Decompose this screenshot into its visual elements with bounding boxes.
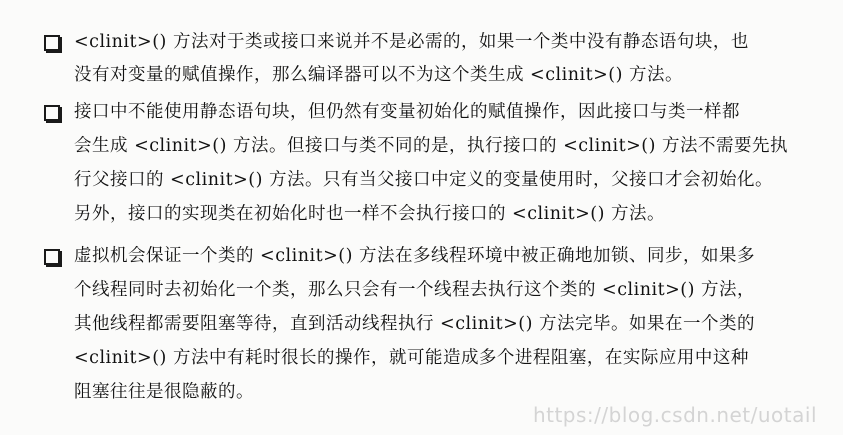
checkbox-bullet-icon: [44, 249, 60, 265]
text-line: 个线程同时去初始化一个类，那么只会有一个线程去执行这个类的 <clinit>() 方法，: [74, 280, 755, 300]
text-line: 另外，接口的实现类在初始化时也一样不会执行接口的 <clinit>() 方法。: [74, 204, 665, 224]
checkbox-bullet-icon: [44, 105, 60, 121]
checkbox-bullet-icon: [44, 35, 60, 51]
text-line: <clinit>() 方法对于类或接口来说并不是必需的，如果一个类中没有静态语句块，也: [74, 32, 749, 52]
text-line: 行父接口的 <clinit>() 方法。只有当父接口中定义的变量使用时，父接口才会初始化。: [74, 170, 773, 190]
watermark-url: https://blog.csdn.net/uotail: [532, 403, 817, 427]
text-line: 接口中不能使用静态语句块，但仍然有变量初始化的赋值操作，因此接口与类一样都: [74, 102, 740, 122]
text-line: 其他线程都需要阻塞等待，直到活动线程执行 <clinit>() 方法完毕。如果在一个类的: [74, 314, 755, 334]
text-line: <clinit>() 方法中有耗时很长的操作，就可能造成多个进程阻塞，在实际应用中这种: [74, 348, 749, 368]
text-line: 会生成 <clinit>() 方法。但接口与类不同的是，执行接口的 <clinit>() 方法不需要先执: [74, 136, 789, 156]
text-line: 虚拟机会保证一个类的 <clinit>() 方法在多线程环境中被正确地加锁、同步，如果多: [74, 246, 755, 266]
text-line: 阻塞往往是很隐蔽的。: [74, 382, 254, 402]
text-line: 没有对变量的赋值操作，那么编译器可以不为这个类生成 <clinit>() 方法。: [74, 65, 683, 85]
